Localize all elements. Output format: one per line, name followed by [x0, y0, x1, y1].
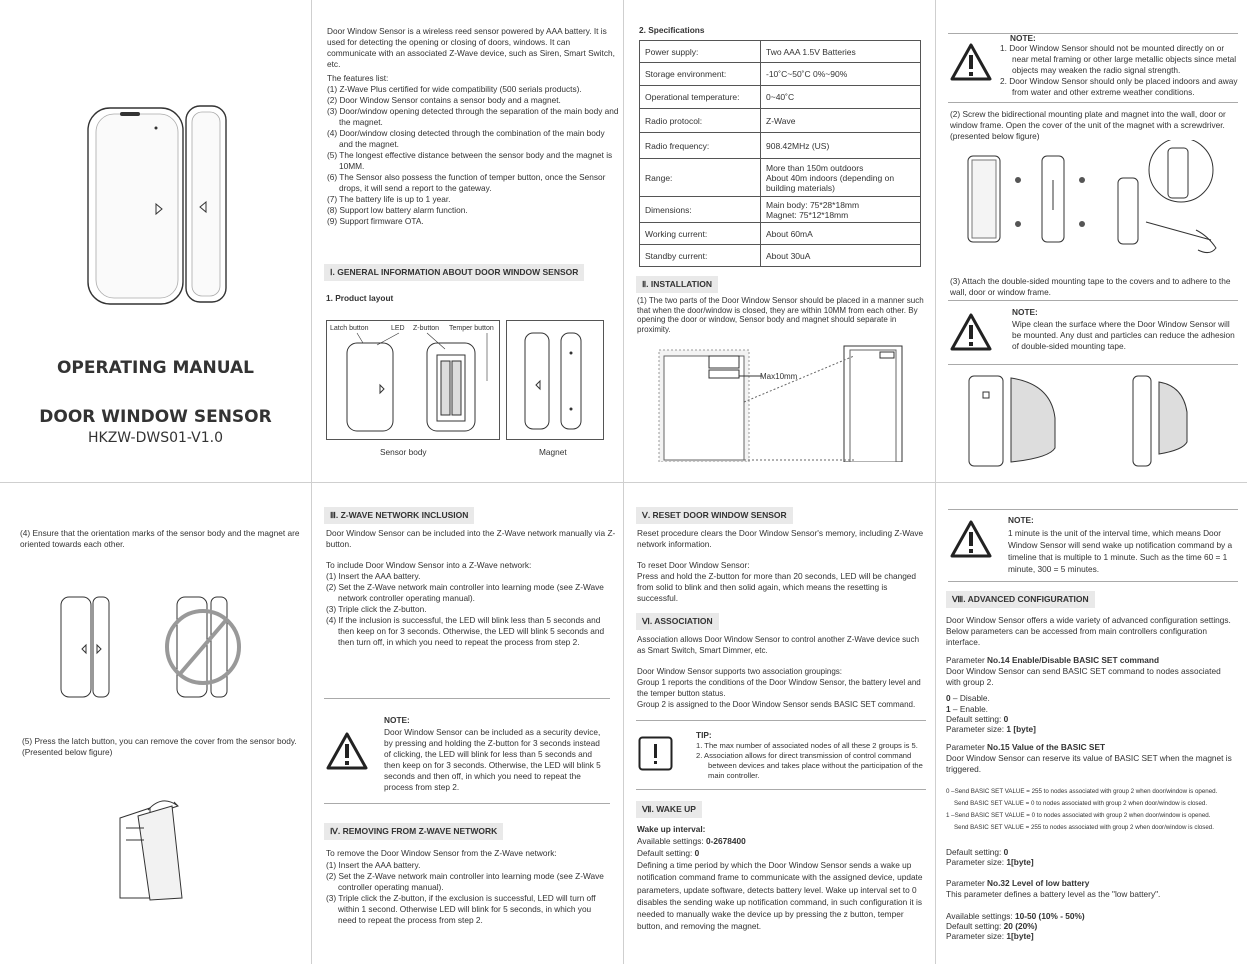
- reset-text: Reset procedure clears the Door Window Sensor's memory, including Z-Wave network information.: [637, 528, 924, 549]
- intro-description: Door Window Sensor is a wireless reed sensor powered by AAA battery. It is used for detecting the opening or closing of doors, windows. It can communicate with an associated Z-Wave device, such as Siren, Smart Switch, etc.: [327, 26, 615, 69]
- spec-value: Main body: 75*28*18mm Magnet: 75*12*18mm: [761, 197, 921, 223]
- available-label: Available settings:: [946, 911, 1016, 921]
- inclusion-steps-title: To include Door Window Sensor into a Z-Wave network:: [326, 560, 532, 570]
- default-label: Default setting:: [946, 714, 1004, 724]
- spec-value: Z-Wave: [761, 109, 921, 133]
- rule-line: [948, 300, 1238, 301]
- reset-howto-title: To reset Door Window Sensor:: [637, 560, 750, 570]
- removing-step: (2) Set the Z-Wave network main controller into learning mode (see Z-Wave controller operating manual).: [326, 871, 604, 892]
- spec-label: Operational temperature:: [640, 86, 761, 109]
- spec-value: About 30uA: [761, 245, 921, 267]
- magnet-figure: [506, 320, 604, 440]
- option-text: – Disable.: [950, 693, 990, 703]
- led-label: LED: [391, 325, 405, 332]
- feature-item: (2) Door Window Sensor contains a sensor body and a magnet.: [327, 95, 561, 105]
- rule-line: [948, 509, 1238, 510]
- note-title: NOTE:: [1012, 307, 1038, 317]
- spec-value: -10˚C~50˚C 0%~90%: [761, 63, 921, 86]
- table-row: [640, 41, 921, 63]
- spec-value: More than 150m outdoors About 40m indoors (depending on building materials): [761, 159, 921, 197]
- temper-label: Temper button: [449, 325, 494, 332]
- install-step4: (4) Ensure that the orientation marks of the sensor body and the magnet are oriented towards each other.: [20, 528, 300, 549]
- option-line: Send BASIC SET VALUE = 0 to nodes associated with group 2 when door/window is closed.: [954, 800, 1208, 807]
- spec-value: 908.42MHz (US): [761, 133, 921, 159]
- spec-value: Two AAA 1.5V Batteries: [761, 41, 921, 63]
- install-step1: (1) The two parts of the Door Window Sensor should be placed in a manner such that when the door/window is closed, they are within 10MM from each other. By opening the door or window, Sensor body and magnet should separate in proximity.: [637, 296, 924, 334]
- default-value: 0: [1003, 847, 1009, 857]
- param-name: No.32 Level of low battery: [987, 878, 1090, 888]
- max-distance-label: Max10mm: [760, 372, 798, 381]
- spec-value: 0~40˚C: [761, 86, 921, 109]
- table-row: [640, 197, 921, 223]
- warning-icon: [326, 731, 368, 771]
- param-32-desc: This parameter defines a battery level as the "low battery".: [946, 889, 1161, 899]
- install-step5: (5) Press the latch button, you can remove the cover from the sensor body. (Presented below figure): [22, 736, 297, 757]
- table-row: [640, 159, 921, 197]
- rule-line: [948, 102, 1238, 103]
- note-item: 2. Door Window Sensor should only be placed indoors and away from water and other extreme weather conditions.: [1000, 76, 1238, 97]
- features-title: The features list:: [327, 73, 389, 83]
- magnet-caption: Magnet: [539, 447, 567, 457]
- param-prefix: Parameter: [946, 878, 988, 888]
- inclusion-steps: [326, 571, 606, 648]
- info-icon: [638, 736, 674, 772]
- param-name: No.14 Enable/Disable BASIC SET command: [987, 655, 1160, 665]
- sensor-body-caption: Sensor body: [380, 447, 427, 457]
- param-32-title: [946, 878, 1241, 889]
- association-text: Association allows Door Window Sensor to control another Z-Wave device such as Smart Switch, Smart Dimmer, etc.: [637, 635, 920, 655]
- association-group2: Group 2 is assigned to the Door Window Sensor sends BASIC SET command.: [637, 700, 916, 709]
- size-label: Parameter size:: [946, 724, 1007, 734]
- feature-item: (6) The Sensor also possess the function of temper button, once the Sensor drops, it will send a report to the gateway.: [327, 172, 606, 193]
- rule-line: [324, 698, 610, 699]
- install-step2: (2) Screw the bidirectional mounting plate and magnet into the wall, door or window frame. Open the cover of the unit of the magnet with a screwdriver. (presented below figure): [950, 109, 1226, 141]
- installation-diagram: [654, 342, 914, 462]
- intro-panel: [312, 0, 623, 482]
- inclusion-step: (3) Triple click the Z-button.: [326, 604, 427, 614]
- table-row: [640, 109, 921, 133]
- default-label: Default setting:: [946, 921, 1004, 931]
- available-label: Available settings:: [637, 836, 707, 846]
- section-heading: Ⅰ. GENERAL INFORMATION ABOUT DOOR WINDOW SENSOR: [324, 264, 584, 281]
- manual-title: OPERATING MANUAL: [56, 358, 255, 378]
- option-value: 0: [946, 693, 951, 703]
- wake-default: [637, 848, 699, 859]
- product-name: DOOR WINDOW SENSOR: [39, 407, 272, 427]
- feature-item: (1) Z-Wave Plus certified for wide compatibility (500 serials products).: [327, 84, 582, 94]
- specifications-table: [639, 40, 921, 267]
- default-value: 0: [694, 848, 700, 858]
- table-row: [640, 223, 921, 245]
- rule-line: [948, 581, 1238, 582]
- warning-icon: [950, 42, 992, 82]
- spec-label: Storage environment:: [640, 63, 761, 86]
- note-text: Wipe clean the surface where the Door Window Sensor will be mounted. Any dust and particles can reduce the adhesion of double-sided mounting tape.: [1012, 319, 1235, 351]
- option-line: Send BASIC SET VALUE = 255 to nodes associated with group 2 when door/window is closed.: [954, 824, 1214, 831]
- param-15-desc: Door Window Sensor can reserve its value of BASIC SET when the magnet is triggered.: [946, 753, 1232, 774]
- param-15-title: [946, 742, 1241, 753]
- association-groups: Door Window Sensor supports two association groupings:: [637, 667, 842, 676]
- removing-steps: [326, 860, 606, 926]
- size-label: Parameter size:: [946, 931, 1007, 941]
- section-heading: Ⅴ. RESET DOOR WINDOW SENSOR: [636, 507, 793, 524]
- note-item: 1. Door Window Sensor should not be mounted directly on or near metal framing or other large metallic objects since metal objects may weaken the radio signal strength.: [1000, 43, 1237, 75]
- removing-title: To remove the Door Window Sensor from the Z-Wave network:: [326, 848, 557, 858]
- sensor-illustration: [80, 100, 240, 310]
- section-heading: Ⅵ. ASSOCIATION: [636, 613, 719, 630]
- available-value: 10-50 (10% - 50%): [1015, 911, 1085, 921]
- spec-label: Radio protocol:: [640, 109, 761, 133]
- specs-heading: 2. Specifications: [639, 25, 705, 35]
- spec-label: Standby current:: [640, 245, 761, 267]
- install-panel: [936, 0, 1247, 482]
- option-value: 1: [946, 704, 951, 714]
- rule-line: [948, 364, 1238, 365]
- feature-item: (8) Support low battery alarm function.: [327, 205, 468, 215]
- latch-label: Latch button: [330, 325, 369, 332]
- spec-label: Working current:: [640, 223, 761, 245]
- spec-label: Dimensions:: [640, 197, 761, 223]
- table-row: [640, 86, 921, 109]
- tape-mounting-diagram: [961, 372, 1241, 472]
- param-prefix: Parameter: [946, 742, 988, 752]
- wake-text: Defining a time period by which the Door Window Sensor sends a wake up notification command frame to communicate with the assigned device, update parameters, update software, detects battery level. Wake up interval set to 0 disables the sending wake up notification command, in such configuration it is needed to manually wake the device up by pressing the z button, temper button, and removing the magnet.: [637, 860, 923, 932]
- rule-line: [324, 803, 610, 804]
- size-label: Parameter size:: [946, 857, 1007, 867]
- screw-mounting-diagram: [956, 140, 1246, 265]
- rule-line: [636, 789, 926, 790]
- feature-item: (5) The longest effective distance between the sensor body and the magnet is 10MM.: [327, 150, 613, 171]
- section-heading: Ⅳ. REMOVING FROM Z-WAVE NETWORK: [324, 823, 503, 840]
- param-14-desc: Door Window Sensor can send BASIC SET command to nodes associated with group 2.: [946, 666, 1221, 687]
- section-heading: Ⅲ. Z-WAVE NETWORK INCLUSION: [324, 507, 474, 524]
- default-label: Default setting:: [637, 848, 695, 858]
- association-group1: Group 1 reports the conditions of the Door Window Sensor, the battery level and the temper button status.: [637, 678, 921, 698]
- option-text: – Enable.: [950, 704, 988, 714]
- inclusion-step: (4) If the inclusion is successful, the LED will blink less than 5 seconds and then keep on for 3 seconds. Otherwise, the LED will blink 5 seconds and then turn off, in which you need to repeat the process from step 2.: [326, 615, 605, 647]
- model-number: HKZW-DWS01-V1.0: [87, 430, 224, 446]
- tip-item: 1. The max number of associated nodes of all these 2 groups is 5.: [696, 741, 918, 750]
- param-15-options: [946, 786, 1246, 834]
- feature-item: (9) Support firmware OTA.: [327, 216, 424, 226]
- steps-panel: [0, 483, 311, 965]
- inclusion-panel: [312, 483, 623, 965]
- note-title: NOTE:: [1008, 515, 1034, 525]
- orientation-diagram: [55, 593, 270, 703]
- note-text: Door Window Sensor can be included as a security device, by pressing and holding the Z-button for 3 seconds instead of clicking, the LED will blink for less than 5 seconds and then keep on for 3 seconds. Otherwise, the LED will blink 5 seconds and then off, in which you need to repeat the process from step 2.: [384, 727, 601, 792]
- section-heading: Ⅱ. INSTALLATION: [636, 276, 718, 293]
- option-line: 1 –Send BASIC SET VALUE = 0 to nodes associated with group 2 when door/window is opened.: [946, 812, 1211, 819]
- param-14-option: [946, 693, 990, 704]
- note-text: 1 minute is the unit of the interval time, which means Door Window Sensor will send wake up notification command by a timeline that is multiple to 1 minute. Such as the time 60 = 1 minute, 300 = 5 minutes.: [1008, 528, 1233, 574]
- section-heading: Ⅷ. ADVANCED CONFIGURATION: [946, 591, 1095, 608]
- table-row: [640, 245, 921, 267]
- advanced-intro: Door Window Sensor offers a wide variety of advanced configuration settings. Below parameters can be accessed from main controllers configuration interface.: [946, 615, 1231, 647]
- product-layout-heading: 1. Product layout: [326, 293, 394, 303]
- default-label: Default setting:: [946, 847, 1004, 857]
- param-14-size: [946, 724, 1036, 735]
- install-step3: (3) Attach the double-sided mounting tape to the covers and to adhere to the wall, door or window frame.: [950, 276, 1231, 297]
- advanced-panel: [936, 483, 1247, 965]
- cover-panel: [0, 0, 311, 482]
- feature-item: (4) Door/window closing detected through the combination of the main body and the magnet.: [327, 128, 605, 149]
- rule-line: [636, 720, 926, 721]
- default-value: 0: [1003, 714, 1009, 724]
- rule-line: [948, 33, 1238, 34]
- tip-item: 2. Association allows for direct transmission of control command between devices and takes place without the participation of the main controller.: [696, 751, 923, 780]
- removing-step: (1) Insert the AAA battery.: [326, 860, 421, 870]
- reset-howto: Press and hold the Z-button for more than 20 seconds, LED will be changed from solid to blink and then solid again, which means the resetting is successful.: [637, 571, 917, 603]
- section-heading: Ⅶ. WAKE UP: [636, 801, 702, 818]
- note-title: NOTE:: [384, 715, 410, 725]
- sensor-body-figure: [326, 320, 500, 440]
- inclusion-step: (1) Insert the AAA battery.: [326, 571, 421, 581]
- reset-panel: [624, 483, 935, 965]
- cover-removal-diagram: [110, 788, 200, 903]
- features-list: [327, 84, 619, 227]
- zbutton-label: Z-button: [413, 325, 440, 332]
- warning-icon: [950, 312, 992, 352]
- inclusion-intro: Door Window Sensor can be included into the Z-Wave network manually via Z-button.: [326, 528, 616, 549]
- option-line: 0 –Send BASIC SET VALUE = 255 to nodes associated with group 2 when door/window is opened.: [946, 788, 1218, 795]
- param-32-size: [946, 931, 1034, 942]
- size-value: 1[byte]: [1006, 931, 1034, 941]
- spec-label: Radio frequency:: [640, 133, 761, 159]
- specs-panel: [624, 0, 935, 482]
- param-prefix: Parameter: [946, 655, 988, 665]
- param-name: No.15 Value of the BASIC SET: [987, 742, 1106, 752]
- wake-interval-label: Wake up interval:: [637, 824, 706, 834]
- spec-label: Power supply:: [640, 41, 761, 63]
- param-14-title: [946, 655, 1241, 666]
- wake-available: [637, 836, 746, 847]
- available-value: 0-2678400: [706, 836, 746, 846]
- size-value: 1[byte]: [1006, 857, 1034, 867]
- tip-list: [696, 741, 930, 781]
- size-value: 1 [byte]: [1006, 724, 1036, 734]
- feature-item: (3) Door/window opening detected through the separation of the main body and the magnet.: [327, 106, 619, 127]
- inclusion-step: (2) Set the Z-Wave network main controller into learning mode (see Z-Wave network controller operating manual).: [326, 582, 604, 603]
- warning-icon: [950, 519, 992, 559]
- spec-label: Range:: [640, 159, 761, 197]
- table-row: [640, 63, 921, 86]
- tip-title: TIP:: [696, 730, 712, 740]
- default-value: 20 (20%): [1003, 921, 1038, 931]
- table-row: [640, 133, 921, 159]
- param-15-size: [946, 857, 1034, 868]
- note-title: NOTE:: [1010, 33, 1036, 43]
- spec-value: About 60mA: [761, 223, 921, 245]
- note-list: [1000, 43, 1242, 98]
- removing-step: (3) Triple click the Z-button, if the exclusion is successful, LED will turn off within 1 second. Otherwise LED will blink for 5 seconds, in which you need to repeat the process from step 2.: [326, 893, 596, 925]
- feature-item: (7) The battery life is up to 1 year.: [327, 194, 451, 204]
